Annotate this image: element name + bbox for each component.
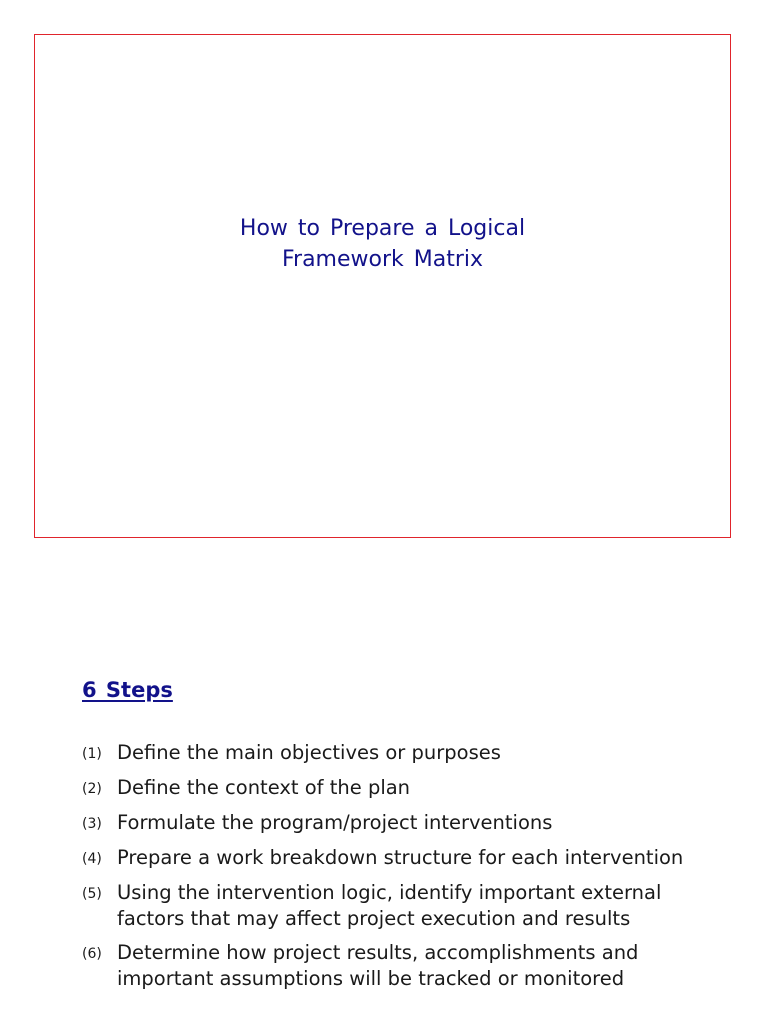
step-text: Define the context of the plan (117, 776, 411, 799)
step-item-5 (82, 880, 722, 932)
title-slide-frame (34, 34, 731, 538)
steps-heading: 6 Steps (82, 678, 173, 702)
step-text: Prepare a work breakdown structure for each intervention (117, 846, 684, 869)
step-number: (5) (82, 886, 102, 902)
step-number: (6) (82, 946, 102, 962)
step-number: (4) (82, 851, 102, 867)
slide-title-line-1: How to Prepare a Logical (239, 216, 526, 241)
slide-title (35, 213, 730, 275)
step-text: Define the main objectives or purposes (117, 741, 501, 764)
step-text: Using the intervention logic, identify important external factors that may affect project execution and results (117, 881, 662, 930)
step-number: (3) (82, 816, 102, 832)
step-text: Formulate the program/project interventions (117, 811, 553, 834)
step-item-4 (82, 845, 722, 872)
step-item-6 (82, 940, 722, 992)
step-item-2 (82, 775, 722, 802)
slide-title-line-2: Framework Matrix (281, 247, 484, 272)
step-number: (1) (82, 746, 102, 762)
step-item-1 (82, 740, 722, 767)
step-item-3 (82, 810, 722, 837)
steps-list (82, 740, 722, 1000)
step-number: (2) (82, 781, 102, 797)
step-text: Determine how project results, accomplishments and important assumptions will be tracked or monitored (117, 941, 639, 990)
